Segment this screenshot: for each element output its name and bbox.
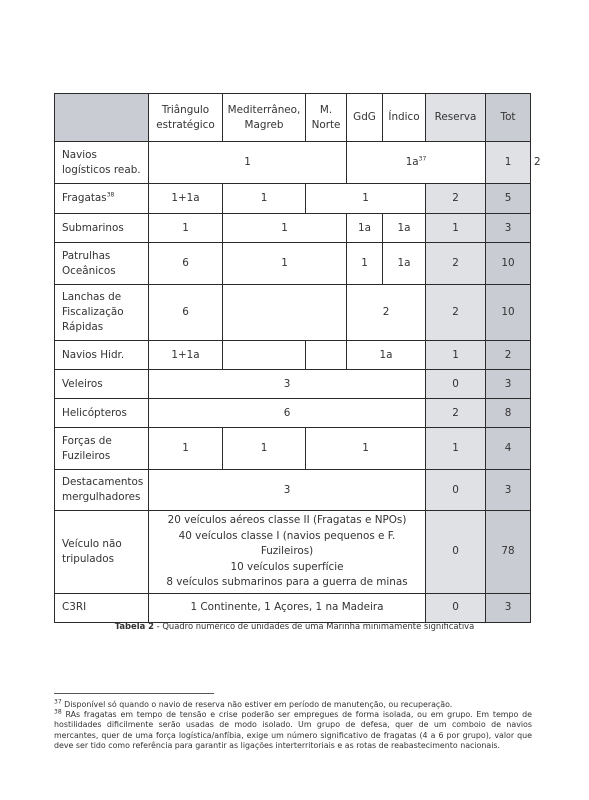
table-row xyxy=(55,214,531,243)
table-cell xyxy=(223,285,347,341)
table-row xyxy=(55,370,531,399)
table-cell: 2 xyxy=(426,399,486,428)
table-row xyxy=(55,593,531,622)
row-label xyxy=(55,184,149,214)
table-row xyxy=(55,511,531,594)
cell-value: 1a xyxy=(405,156,419,168)
table-cell: 3 xyxy=(486,214,531,243)
table-cell: 1 xyxy=(426,214,486,243)
table-cell: 1 xyxy=(149,428,223,470)
table-cell: 3 xyxy=(486,370,531,399)
footnotes xyxy=(54,700,532,751)
row-label: Veleiros xyxy=(55,370,149,399)
footnote-text: Disponível só quando o navio de reserva não estiver em período de manutenção, ou recuperação. xyxy=(61,700,453,709)
table-cell: 1 Continente, 1 Açores, 1 na Madeira xyxy=(149,593,426,622)
footnote-divider xyxy=(54,693,214,694)
header-mediterraneo: Mediterrâneo, Magreb xyxy=(223,94,306,142)
table-cell: 3 xyxy=(486,593,531,622)
table-cell: 1a xyxy=(347,341,426,370)
row-label: Navios logísticos reab. xyxy=(55,142,149,184)
table-cell: 1a xyxy=(383,243,426,285)
footnote-number: 38 xyxy=(54,708,62,716)
table-cell: 2 xyxy=(426,285,486,341)
table-row xyxy=(55,243,531,285)
table-cell: 6 xyxy=(149,243,223,285)
row-label: C3RI xyxy=(55,593,149,622)
table-cell: 1+1a xyxy=(149,341,223,370)
table-row xyxy=(55,399,531,428)
table-cell: 0 xyxy=(426,593,486,622)
table-cell: 1 xyxy=(223,184,306,214)
header-gdg: GdG xyxy=(347,94,383,142)
footnote-number: 37 xyxy=(54,698,62,706)
header-indico: Índico xyxy=(383,94,426,142)
table-row xyxy=(55,428,531,470)
table-cell: 0 xyxy=(426,511,486,594)
table-cell xyxy=(149,511,426,594)
table-cell: 4 xyxy=(486,428,531,470)
table-cell: 1 xyxy=(149,142,347,184)
header-reserva: Reserva xyxy=(426,94,486,142)
table-cell: 6 xyxy=(149,399,426,428)
table-cell: 1 xyxy=(426,341,486,370)
table-cell: 3 xyxy=(149,370,426,399)
table-cell: 1 xyxy=(149,214,223,243)
table-cell: 3 xyxy=(149,470,426,511)
footnote xyxy=(54,710,532,751)
caption-text: - Quadro numérico de unidades de uma Marinha minimamente significativa xyxy=(153,621,475,631)
units-table xyxy=(54,93,541,623)
cell-line: 10 veículos superfície xyxy=(230,560,344,573)
table-row xyxy=(55,285,531,341)
footnote-ref: 38 xyxy=(106,191,115,199)
row-label: Veículo não tripulados xyxy=(55,511,149,594)
table-cell: 10 xyxy=(486,285,531,341)
row-label: Lanchas de Fiscalização Rápidas xyxy=(55,285,149,341)
table-cell: 1 xyxy=(486,142,531,184)
table-cell: 2 xyxy=(486,341,531,370)
header-mnorte: M. Norte xyxy=(306,94,347,142)
footnote xyxy=(54,700,532,710)
table-cell: 6 xyxy=(149,285,223,341)
cell-line: 40 veículos classe I (navios pequenos e F. Fuzileiros) xyxy=(178,529,396,557)
table-cell xyxy=(347,142,486,184)
row-label: Destacamentos mergulhadores xyxy=(55,470,149,511)
cell-line: 20 veículos aéreos classe II (Fragatas e NPOs) xyxy=(167,514,407,526)
row-label: Navios Hidr. xyxy=(55,341,149,370)
table-row xyxy=(55,341,531,370)
cell-line: 8 veículos submarinos para a guerra de minas xyxy=(166,576,408,588)
row-label: Submarinos xyxy=(55,214,149,243)
table-cell: 1 xyxy=(347,243,383,285)
header-tot: Tot xyxy=(486,94,531,142)
header-triangulo: Triângulo estratégico xyxy=(149,94,223,142)
footnote-ref: 37 xyxy=(418,155,427,163)
table-cell: 2 xyxy=(426,243,486,285)
table-cell: 1 xyxy=(306,184,426,214)
table-cell: 0 xyxy=(426,470,486,511)
table-cell: 1 xyxy=(306,428,426,470)
table-cell: 2 xyxy=(347,285,426,341)
table-cell: 3 xyxy=(486,470,531,511)
table-cell: 78 xyxy=(486,511,531,594)
corner-cell xyxy=(55,94,149,142)
table-cell: 1 xyxy=(223,243,347,285)
table-cell: 1 xyxy=(223,214,347,243)
header-row xyxy=(55,94,531,142)
table-cell: 0 xyxy=(426,370,486,399)
row-label: Helicópteros xyxy=(55,399,149,428)
table-cell: 1a xyxy=(347,214,383,243)
footnote-text: RAs fragatas em tempo de tensão e crise poderão ser empregues de forma isolada, ou em grupo. Em tempo de hostilidades dificilmente serão usadas de modo isolado. Um grupo de defesa, quer de um comboio de navios mercantes, quer de uma força logística/anfíbia, exige um número significativo de fragatas (4 a 6 por grupo), valor que deve ser tido como referência para garantir as ligações interterritoriais e as rotas de reabastecimento nacionais. xyxy=(54,710,532,750)
table-cell: 1 xyxy=(223,428,306,470)
table-cell: 5 xyxy=(486,184,531,214)
row-label: Forças de Fuzileiros xyxy=(55,428,149,470)
caption-prefix: Tabela 2 xyxy=(114,621,154,631)
table-cell xyxy=(306,341,347,370)
table-cell: 1 xyxy=(426,428,486,470)
table-cell: 8 xyxy=(486,399,531,428)
table-cell: 1a xyxy=(383,214,426,243)
row-label: Patrulhas Oceânicos xyxy=(55,243,149,285)
table-cell: 2 xyxy=(426,184,486,214)
table-cell: 10 xyxy=(486,243,531,285)
table-row: Navios logísticos reab. 1 $1a^{37}$ 1 2 xyxy=(55,142,531,184)
row-label-text: Fragatas xyxy=(62,192,107,204)
table-row xyxy=(55,184,531,214)
table-cell xyxy=(223,341,306,370)
table-caption xyxy=(0,621,589,631)
table-cell: 1+1a xyxy=(149,184,223,214)
table-row xyxy=(55,470,531,511)
